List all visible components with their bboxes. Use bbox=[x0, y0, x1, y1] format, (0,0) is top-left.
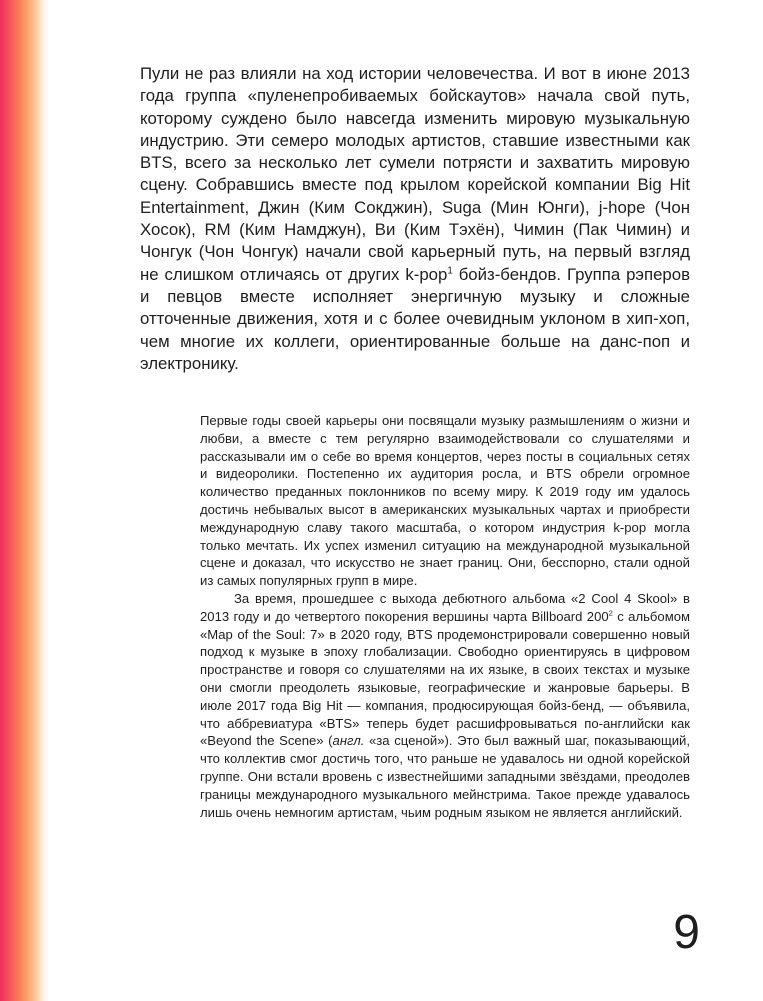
lead-text-part2: бойз-бендов. Группа рэперов и певцов вместе исполняет энергичную музыку и сложные отточенные движения, хотя и с более очевидным уклоном в хип-хоп, чем многие их коллеги, ориентированные больше на данс-поп и электронику. bbox=[140, 264, 690, 373]
body-paragraph-2-part1: За время, прошедшее с выхода дебютного альбома «2 Cool 4 Skool» в 2013 году и до четвертого покорения вершины чарта Billboard 200 bbox=[200, 590, 690, 624]
body-paragraph-1: Первые годы своей карьеры они посвящали музыку размышлениям о жизни и любви, а вместе с тем регулярно взаимодействовали со слушателями и рассказывали им о себе во время концертов, через посты в социальных сетях и видеоролики. Постепенно их аудитория росла, и BTS обрели огромное количество преданных поклонников по всему миру. К 2019 году им удалось достичь небывалых высот в американских музыкальных чартах и приобрести международную славу такого масштаба, о котором индустрия k-pop могла только мечтать. Их успех изменил ситуацию на международной музыкальной сцене и доказал, что искусство не знает границ. Они, бесспорно, стали одной из самых популярных групп в мире. bbox=[200, 413, 690, 589]
page-number: 9 bbox=[673, 906, 700, 959]
body-paragraph-2 bbox=[200, 590, 690, 821]
footnote-ref-2: 2 bbox=[608, 608, 613, 618]
lead-paragraph bbox=[140, 63, 690, 375]
body-text-block bbox=[200, 412, 690, 821]
footnote-ref-1: 1 bbox=[447, 265, 453, 277]
body-paragraph-2-part2: с альбомом «Map of the Soul: 7» в 2020 году, BTS продемонстрировали совершенно новый подход к музыке в эпоху глобализации. Свободно ориентируясь в цифровом пространстве и говоря со слушателями на их языке, в своих текстах и музыке они смогли преодолеть языковые, географические и жанровые барьеры. В июле 2017 года Big Hit — компания, продюсирующая бойз-бенд, — объявила, что аббревиатура «BTS» теперь будет расшифровываться по-английски как «Beyond the Scene» ( bbox=[200, 608, 690, 749]
body-paragraph-2-italic: англ. bbox=[332, 733, 365, 749]
body-paragraph-2-part3: «за сценой»). Это был важный шаг, показывающий, что коллектив смог достичь того, что раньше не удавалось ни одной корейской группе. Они встали вровень с известнейшими западными звёздами, преодолев границы международного музыкального мейнстрима. Такое прежде удавалось лишь очень немногим артистам, чьим родным языком не является английский. bbox=[200, 733, 690, 820]
lead-text-part1: Пули не раз влияли на ход истории человечества. И вот в июне 2013 года группа «пуленепробиваемых бойскаутов» начала свой путь, которому суждено было навсегда изменить мировую музыкальную индустрию. Эти семеро молодых артистов, ставшие известными как BTS, всего за несколько лет сумели потрясти и захватить мировую сцену. Собравшись вместе под крылом корейской компании Big Hit Entertainment, Джин (Ким Сокджин), Suga (Мин Юнги), j-hope (Чон Хосок), RM (Ким Намджун), Ви (Ким Тэхён), Чимин (Пак Чимин) и Чонгук (Чон Чонгук) начали свой карьерный путь, на первый взгляд не слишком отличаясь от других k-pop bbox=[140, 64, 690, 284]
edge-color-gradient bbox=[0, 0, 48, 1001]
